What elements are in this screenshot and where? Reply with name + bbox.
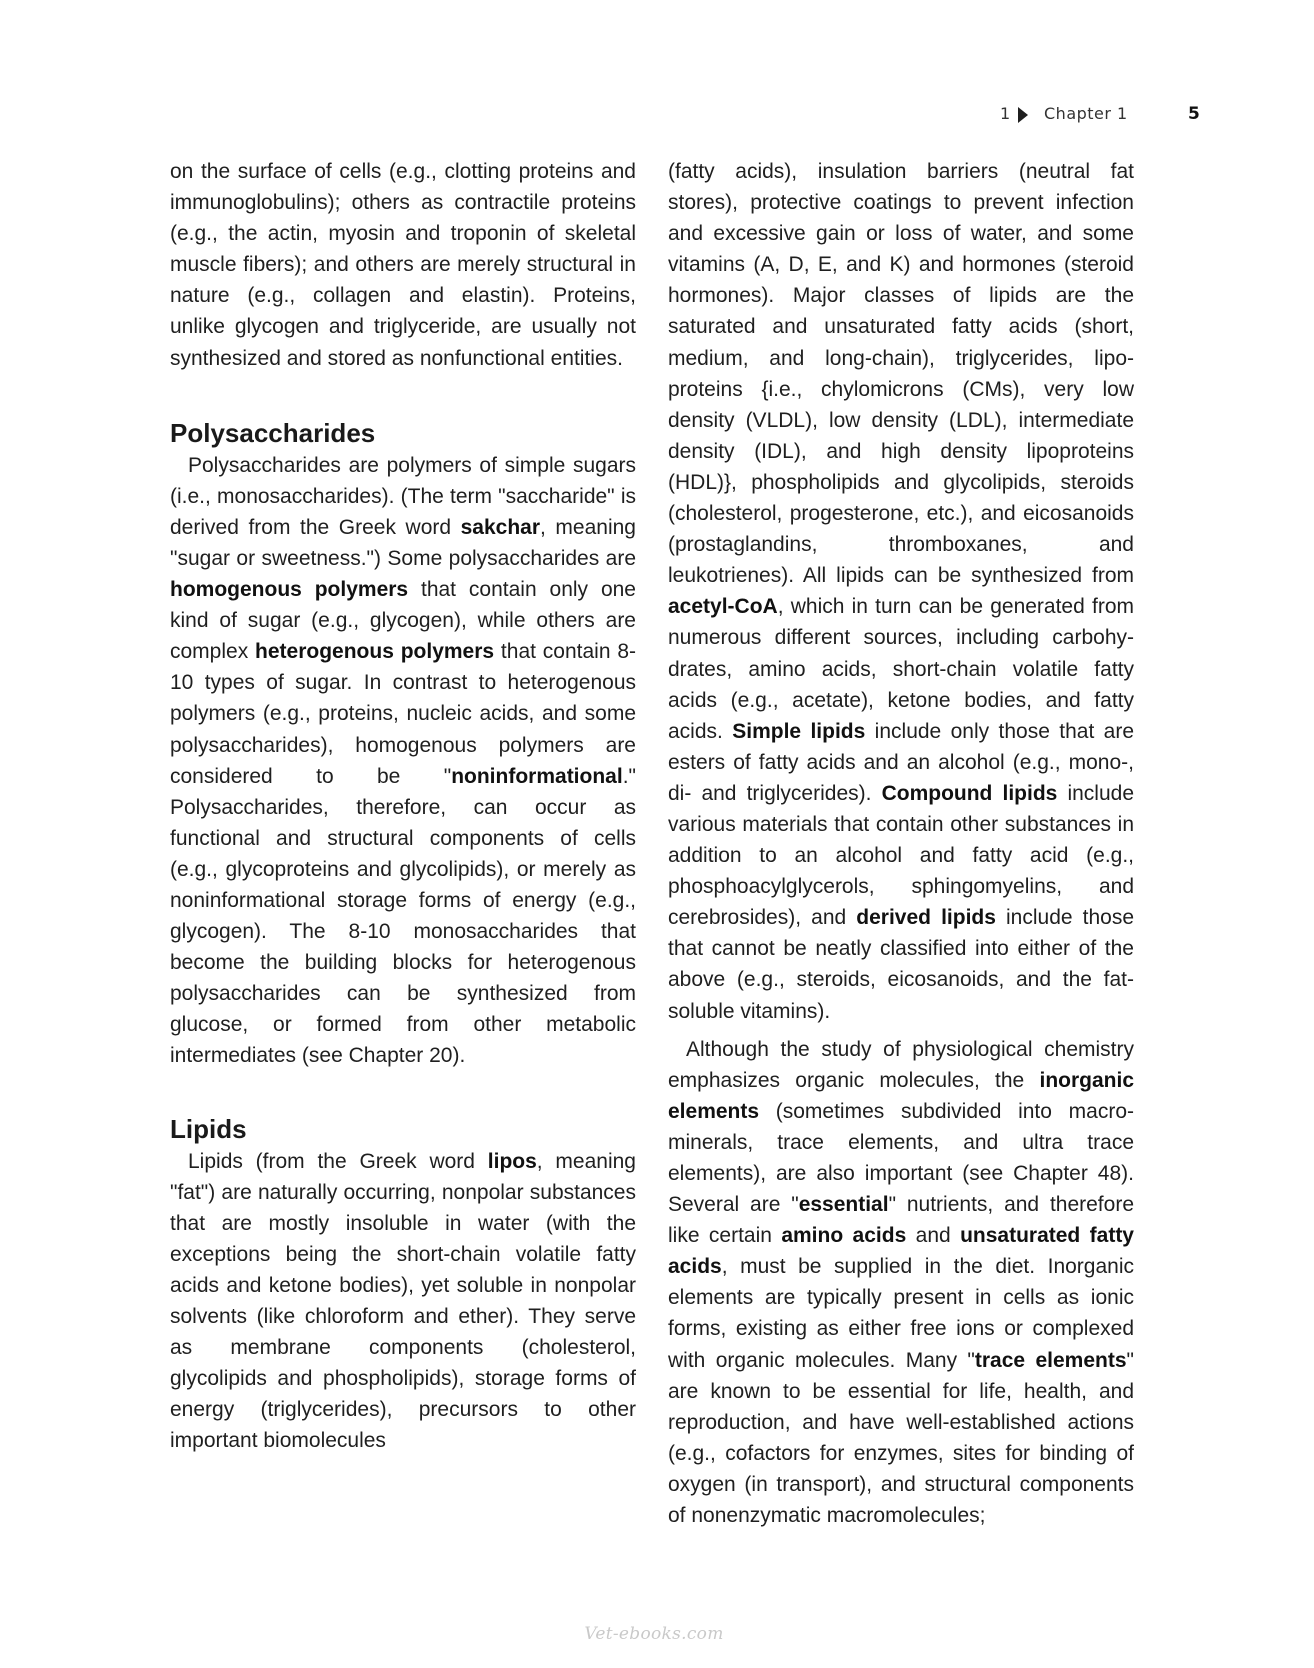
bold-term: unsaturated fatty acids [668,1224,1134,1279]
chapter-arrow-icon [1018,107,1028,123]
polysaccharides-paragraph [170,450,636,1072]
lipids-paragraph [170,1146,636,1457]
lipids-continued-paragraph [668,156,1134,1027]
text-run: Lipids (from the Greek word [188,1149,488,1173]
bold-term: homogenous polymers [170,578,409,602]
bold-term: acetyl-CoA [668,595,778,619]
bold-term: derived lipids [856,906,996,930]
text-run: that contain only one kind of sugar (e.g., glycogen), while others are complex [170,578,636,664]
watermark-logo: Vet-ebooks.com [584,1624,724,1644]
running-head [1000,104,1200,128]
text-run: " nutrients, and therefore like certain [668,1193,1134,1248]
text-run: on the surface of cells (e.g., clotting proteins and immunoglobulins); others as contractile proteins (e.g., the actin, myosin and troponin of skeletal muscle fibers); and others are merely structural in nature (e.g., collagen and elastin). Proteins, unlike glycogen and triglyceride, are usually not synthesized and stored as nonfunctional entities. [170,160,636,370]
chapter-number: 1 [1000,104,1011,123]
text-run: include various materials that contain other substances in addition to an alcohol and fatty acid (e.g., phosphoacylglycerols, sphingomyelins, and cerebrosides), and [668,781,1135,930]
text-run: (sometimes subdivided into macro-minerals, trace elements, and ultra trace elements), are also important (see Chapter 48). Several are " [668,1099,1134,1217]
text-run: , meaning "fat") are naturally occurring, nonpolar substances that are mostly insoluble in water (with the exceptions being the short-chain volatile fatty acids and ketone bodies), yet soluble in nonpolar solvents (like chloroform and ether). They serve as membrane components (cholesterol, glycolipids and phospholipids), storage forms of energy (triglycerides), precursors to other important biomolecules [170,1149,636,1453]
bold-term: lipos [487,1149,537,1173]
text-run: include only those that are esters of fatty acids and an alcohol (e.g., mono-, di- and triglycerides). [668,719,1134,805]
text-run: , which in turn can be generated from numerous different sources, including carbohydrates, amino acids, short-chain volatile fatty acids (e.g., acetate), ketone bodies, and fatty acids. [668,595,1134,743]
inorganic-elements-paragraph [668,1034,1134,1532]
left-column [170,156,636,1456]
text-run: that contain 8-10 types of sugar. In contrast to heterogenous polymers (e.g., proteins, nucleic acids, and some polysaccharides), homogenous polymers are considered to be " [170,640,637,788]
bold-term: inorganic elements [668,1068,1134,1123]
text-run: , must be supplied in the diet. Inorganic elements are typically present in cells as ionic forms, existing as either free ions or complexed with organic molecules. Many " [668,1255,1134,1372]
bold-term: heterogenous polymers [255,640,495,664]
bold-term: sakchar [460,515,541,539]
page-number: 5 [1188,104,1200,124]
polysaccharides-heading: Polysaccharides [170,417,376,448]
text-run: Although the study of physiological chemistry emphasizes organic molecules, the [668,1037,1134,1092]
text-run: , meaning "sugar or sweetness.") Some polysaccharides are [170,515,636,570]
text-run: and [906,1224,961,1248]
text-run: Polysaccharides are polymers of simple sugars (i.e., monosaccharides). (The term "saccharide" is derived from the Greek word [170,453,636,539]
bold-term: essential [798,1193,889,1217]
text-run: include those that cannot be neatly classified into either of the above (e.g., steroids, eicosanoids, and the fatsoluble vitamins). [668,906,1135,1023]
bold-term: amino acids [781,1224,907,1248]
bold-term: trace elements [974,1348,1127,1372]
lipids-heading: Lipids [170,1113,247,1144]
bold-term: noninformational [451,764,623,788]
bold-term: Simple lipids [732,719,866,743]
text-run: (fatty acids), insulation barriers (neutral fat stores), protective coatings to prevent infection and excessive gain or loss of water, and some vitamins (A, D, E, and K) and hormones (steroid hormones). Major classes of lipids are the saturated and unsaturated fatty acids (short, medium, and long-chain), triglycerides, lipoproteins {i.e., chylomicrons (CMs), very low density (VLDL), low density (LDL), intermediate density (IDL), and high density lipoproteins (HDL)}, phospholipids and glycolipids, steroids (cholesterol, progesterone, etc.), and eicosanoids (prostaglandins, thromboxanes, and leukotrienes). All lipids can be synthesized from [668,160,1134,588]
right-column [668,156,1134,1531]
text-run: ." Polysaccharides, therefore, can occur as functional and structural components of cells (e.g., glycoproteins and glycolipids), or merely as noninformational storage forms of energy (e.g., glycogen). The 8-10 monosaccharides that become the building blocks for heterogenous polysaccharides can be synthesized from glucose, or formed from other metabolic intermediates (see Chapter 20). [170,764,636,1068]
chapter-title: Chapter 1 [1044,104,1128,123]
intro-paragraph [170,156,636,374]
bold-term: Compound lipids [881,781,1058,805]
text-run: " are known to be essential for life, health, and reproduction, and have well-established actions (e.g., cofactors for enzymes, sites for binding of oxygen (in transport), and structural components of nonenzymatic macromolecules; [668,1348,1134,1528]
